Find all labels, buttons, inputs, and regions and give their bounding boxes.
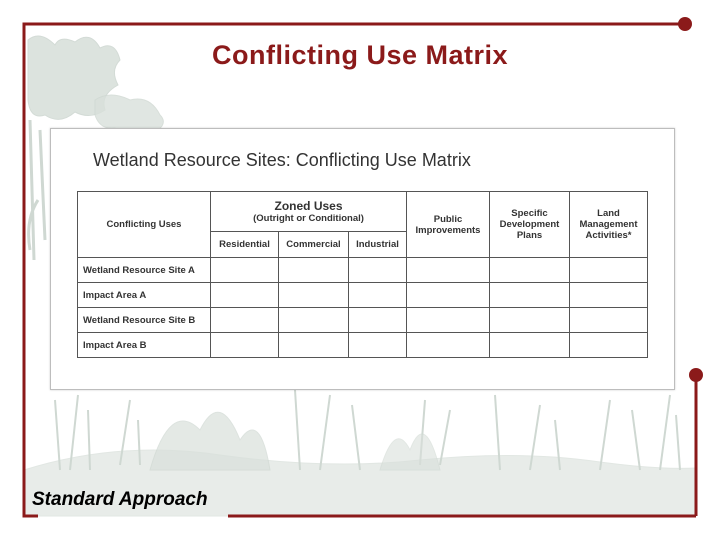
industrial-header: Industrial — [349, 232, 407, 258]
slide-title: Conflicting Use Matrix — [211, 40, 509, 70]
zoned-uses-header — [211, 192, 407, 232]
specific-plans-header: Specific Development Plans — [490, 192, 570, 258]
conflicting-uses-header: Conflicting Uses — [78, 192, 211, 258]
table-row — [78, 283, 648, 308]
residential-header: Residential — [211, 232, 279, 258]
row-label: Wetland Resource Site A — [78, 258, 211, 283]
public-improvements-header: Public Improvements — [407, 192, 490, 258]
commercial-header: Commercial — [279, 232, 349, 258]
zoned-uses-title: Zoned Uses — [274, 199, 343, 213]
row-label: Wetland Resource Site B — [78, 308, 211, 333]
conflicting-use-table — [77, 191, 648, 358]
zoned-uses-subtitle: (Outright or Conditional) — [253, 213, 364, 224]
panel-title: Wetland Resource Sites: Conflicting Use Matrix — [93, 150, 471, 170]
footer-text: Standard Approach — [32, 489, 208, 510]
table-row — [78, 308, 648, 333]
row-label: Impact Area B — [78, 333, 211, 358]
table-row — [78, 258, 648, 283]
land-management-header: Land Management Activities* — [570, 192, 648, 258]
row-label: Impact Area A — [78, 283, 211, 308]
matrix-panel — [50, 128, 675, 390]
table-row — [78, 333, 648, 358]
frame-dot-top — [678, 17, 692, 31]
frame-dot-right — [689, 368, 703, 382]
